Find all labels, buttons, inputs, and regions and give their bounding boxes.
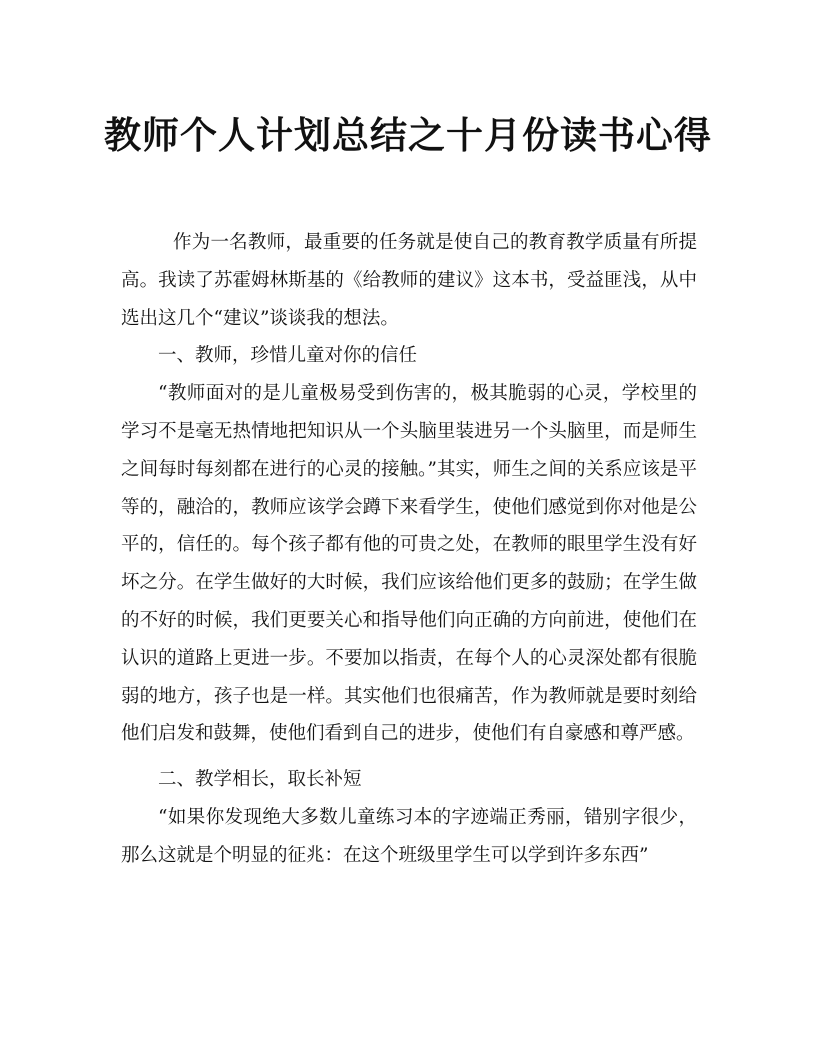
section-2-heading: 二、教学相长，取长补短 — [158, 769, 362, 791]
page-title: 教师个人计划总结之十月份读书心得 — [104, 113, 712, 157]
document-body — [121, 224, 697, 875]
intro-paragraph: 作为一名教师，最重要的任务就是使自己的教育教学质量有所提高。我读了苏霍姆林斯基的《给教师的建议》这本书，受益匪浅，从中选出这几个“建议”谈谈我的想法。 — [121, 232, 697, 329]
section-2-paragraph: “如果你发现绝大多数儿童练习本的字迹端正秀丽，错别字很少，那么这就是个明显的征兆：在这个班级里学生可以学到许多东西” — [121, 806, 697, 866]
section-1-heading: 一、教师，珍惜儿童对你的信任 — [158, 345, 418, 367]
section-1-paragraph: “教师面对的是儿童极易受到伤害的，极其脆弱的心灵，学校里的学习不是毫无热情地把知识从一个头脑里装进另一个头脑里，而是师生之间每时每刻都在进行的心灵的接触。”其实，师生之间的关系应该是平等的，融洽的，教师应该学会蹲下来看学生，使他们感觉到你对他是公平的，信任的。每个孩子都有他的可贵之处，在教师的眼里学生没有好坏之分。在学生做好的大时候，我们应该给他们更多的鼓励；在学生做的不好的时候，我们更要关心和指导他们向正确的方向前进，使他们在认识的道路上更进一步。不要加以指责，在每个人的心灵深处都有很脆弱的地方，孩子也是一样。其实他们也很痛苦，作为教师就是要时刻给他们启发和鼓舞，使他们看到自己的进步，使他们有自豪感和尊严感。 — [121, 383, 697, 745]
